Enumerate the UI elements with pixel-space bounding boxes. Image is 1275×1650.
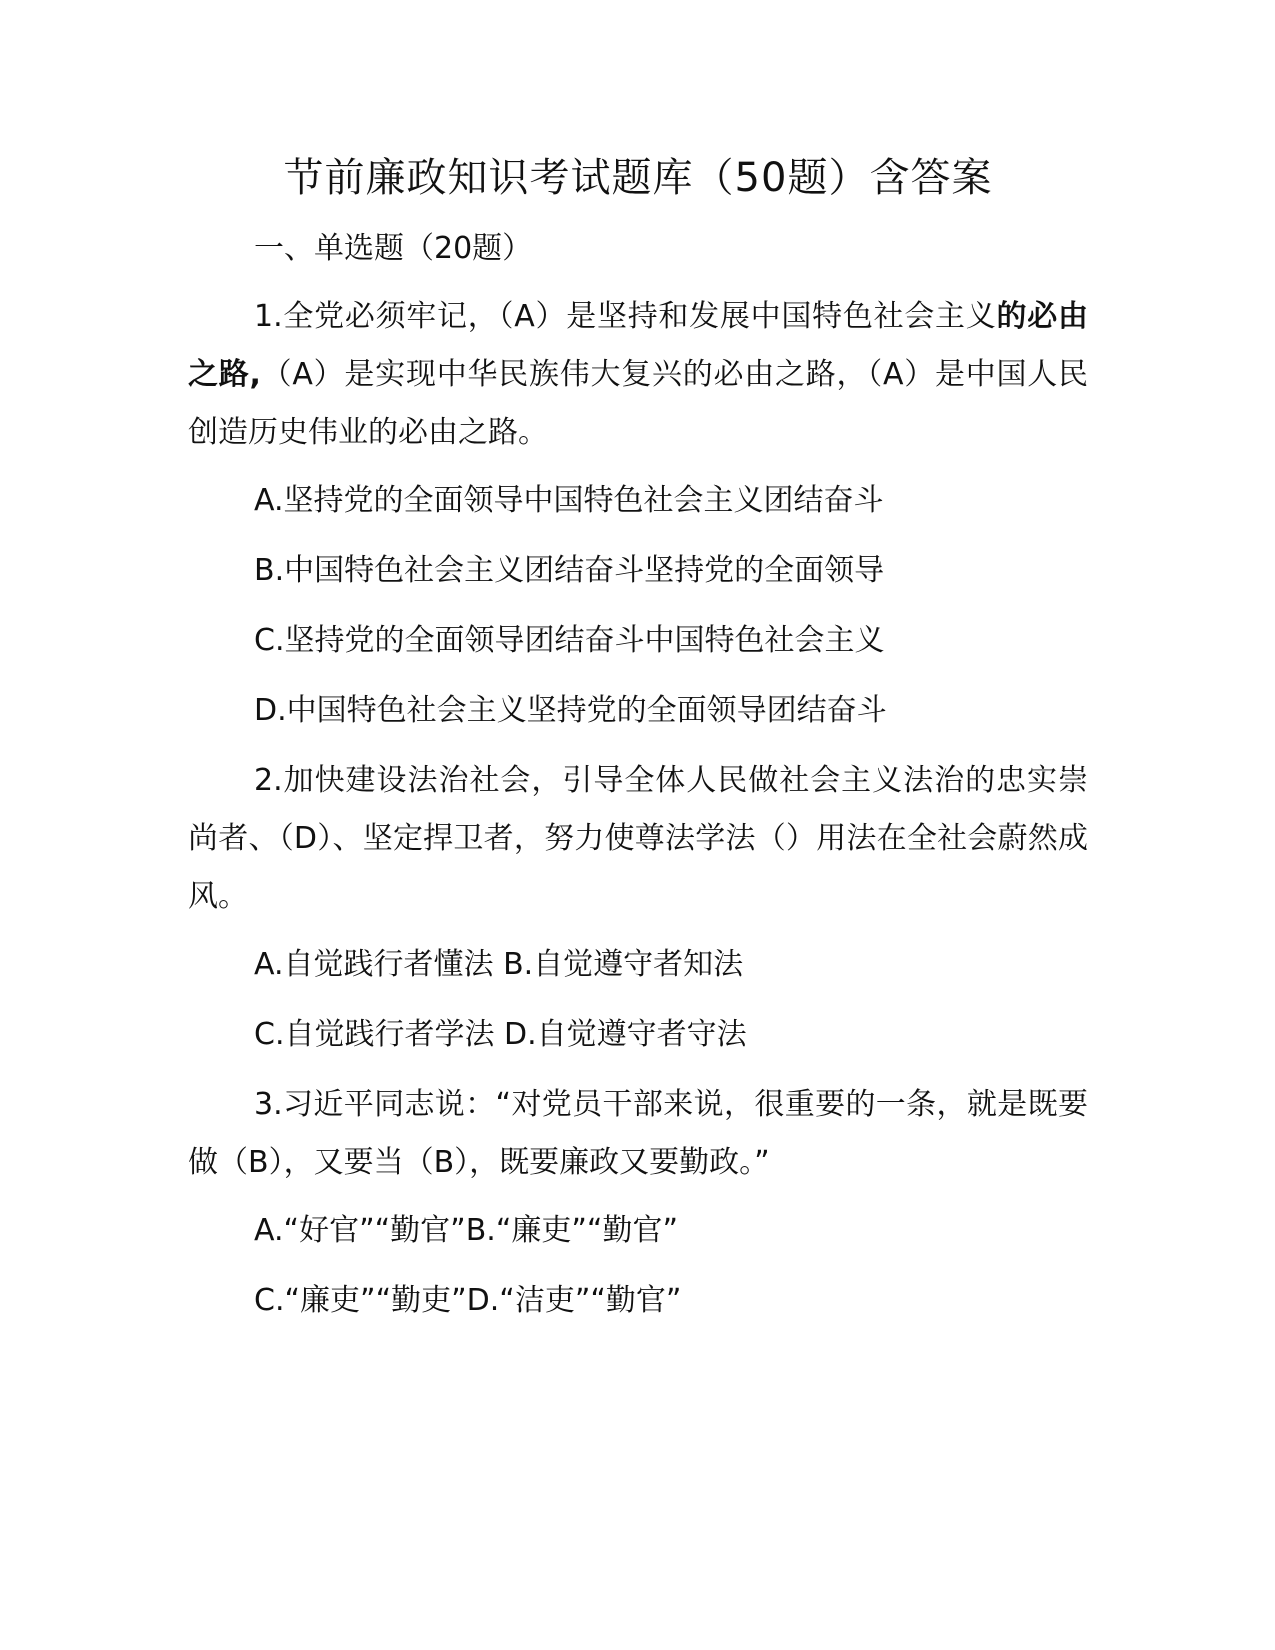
question-1-option-b: B.中国特色社会主义团结奋斗坚持党的全面领导 (254, 553, 885, 588)
document-body (188, 150, 1088, 1342)
question-2-options-cd: C.自觉践行者学法 D.自觉遵守者守法 (254, 1017, 747, 1052)
question-1-option-d: D.中国特色社会主义坚持党的全面领导团结奋斗 (254, 693, 887, 728)
question-2-options-ab: A.自觉践行者懂法 B.自觉遵守者知法 (254, 947, 744, 982)
question-1-option-c: C.坚持党的全面领导团结奋斗中国特色社会主义 (254, 623, 885, 658)
question-3-stem: 3.习近平同志说：“对党员干部来说，很重要的一条，就是既要做（B），又要当（B），既要廉政又要勤政。” (188, 1087, 1088, 1180)
question-3-options-cd: C.“廉吏”“勤吏”D.“洁吏”“勤官” (254, 1283, 682, 1318)
question-1-option-a: A.坚持党的全面领导中国特色社会主义团结奋斗 (254, 483, 884, 518)
question-1-stem-bold: 的必由之路, (188, 299, 1089, 392)
document-title: 节前廉政知识考试题库（50题）含答案 (283, 155, 993, 201)
question-2-stem: 2.加快建设法治社会，引导全体人民做社会主义法治的忠实崇尚者、（D）、坚定捍卫者，努力使尊法学法（）用法在全社会蔚然成风。 (188, 763, 1088, 914)
question-1-stem-part1: 1.全党必须牢记，（A）是坚持和发展中国特色社会主义 (254, 299, 997, 334)
question-3-options-ab: A.“好官”“勤官”B.“廉吏”“勤官” (254, 1213, 678, 1248)
question-1-stem-part2: （A）是实现中华民族伟大复兴的必由之路，（A）是中国人民创造历史伟业的必由之路。 (188, 357, 1088, 450)
question-1-stem (188, 288, 1088, 462)
section-heading: 一、单选题（20题） (254, 231, 533, 266)
